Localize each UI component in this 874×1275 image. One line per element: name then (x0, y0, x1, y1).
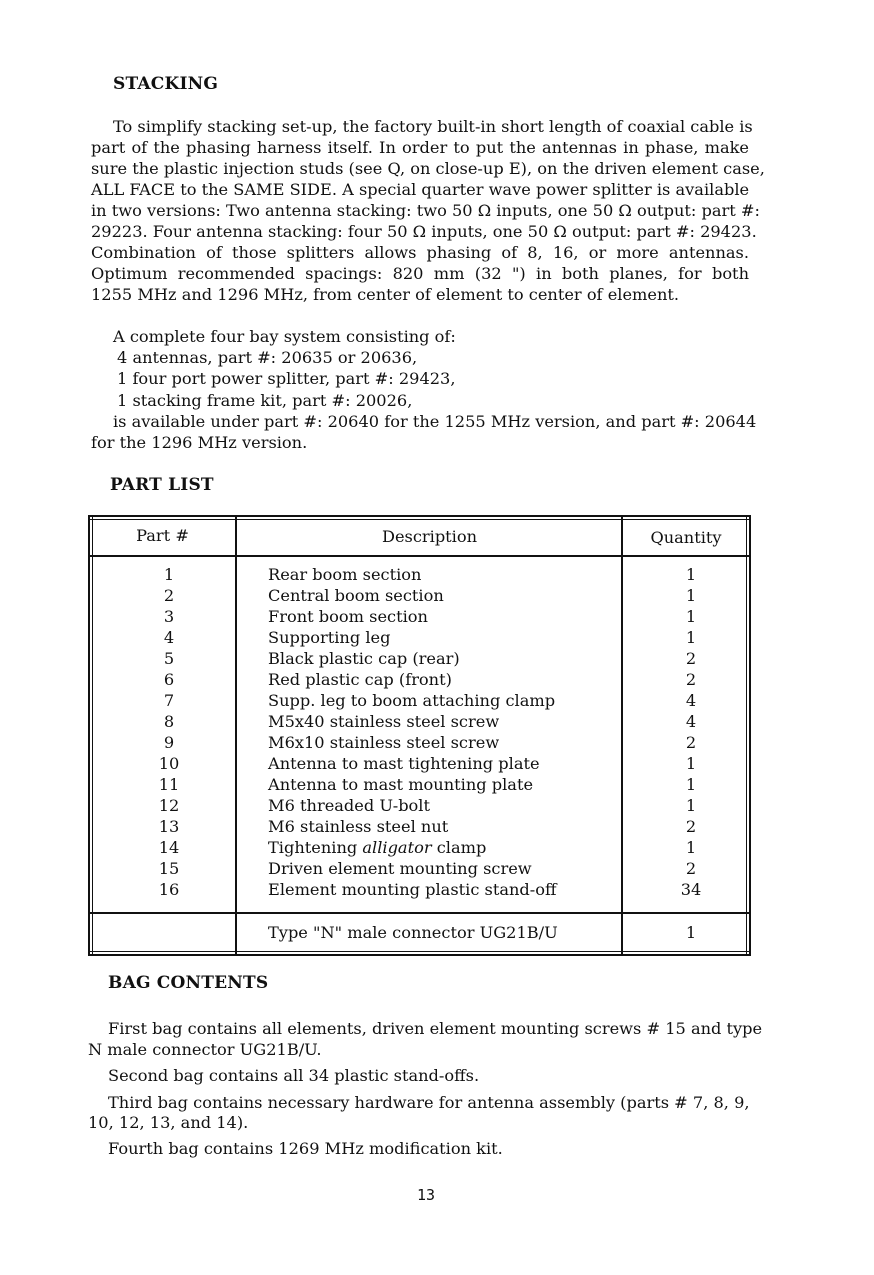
part-description: M6 threaded U-bolt (268, 796, 430, 815)
part-description: Driven element mounting screw (268, 859, 532, 878)
part-description: M5x40 stainless steel screw (268, 712, 500, 731)
part-quantity: 1 (685, 628, 697, 647)
part-description: Black plastic cap (rear) (268, 649, 460, 668)
table-row (88, 859, 751, 880)
header-quantity: Quantity (650, 528, 722, 547)
table-border (88, 515, 751, 517)
part-quantity: 1 (685, 586, 697, 605)
part-description: M6 stainless steel nut (268, 817, 449, 836)
table-row (88, 775, 751, 796)
table-row (88, 817, 751, 838)
table-row (88, 565, 751, 586)
parts-table (88, 515, 751, 956)
table-row (88, 754, 751, 775)
bag-text-line: Second bag contains all 34 plastic stand-offs. (108, 1066, 480, 1085)
part-description: M6x10 stainless steel screw (268, 733, 500, 752)
part-description: Antenna to mast tightening plate (268, 754, 540, 773)
part-quantity: 1 (685, 754, 697, 773)
text-line: 1 four port power splitter, part #: 29423, (117, 369, 456, 388)
table-row (88, 880, 751, 901)
text-line: part of the phasing harness itself. In order to put the antennas in phase, make (91, 138, 749, 157)
part-quantity: 2 (685, 859, 697, 878)
part-quantity: 1 (685, 838, 697, 857)
table-row (88, 649, 751, 670)
header-part: Part # (136, 526, 189, 545)
part-description: Red plastic cap (front) (268, 670, 452, 689)
part-description: Element mounting plastic stand-off (268, 880, 557, 899)
part-number: 15 (158, 859, 180, 878)
table-border (88, 954, 751, 956)
part-number: 5 (163, 649, 175, 668)
table-footer-row (88, 923, 751, 944)
table-row (88, 607, 751, 628)
text-line: sure the plastic injection studs (see Q, on close-up E), on the driven element case, (91, 159, 765, 178)
bag-text-line: N male connector UG21B/U. (88, 1040, 322, 1059)
text-line: ALL FACE to the SAME SIDE. A special quarter wave power splitter is available (91, 180, 750, 199)
part-quantity: 4 (685, 691, 697, 710)
table-row (88, 838, 751, 859)
table-row (88, 628, 751, 649)
table-row (88, 586, 751, 607)
part-number: 4 (163, 628, 175, 647)
page-number: 13 (417, 1186, 436, 1204)
table-border (88, 519, 751, 520)
part-quantity: 2 (685, 670, 697, 689)
part-quantity: 2 (685, 733, 697, 752)
part-number: 13 (158, 817, 180, 836)
text-line: To simplify stacking set-up, the factory built-in short length of coaxial cable is (113, 117, 753, 136)
part-number: 14 (158, 838, 180, 857)
header-rule (88, 555, 751, 557)
bag-text-line: 10, 12, 13, and 14). (88, 1113, 249, 1132)
table-row (88, 796, 751, 817)
part-quantity: 2 (685, 649, 697, 668)
part-quantity: 2 (685, 817, 697, 836)
part-number: 7 (163, 691, 175, 710)
part-number: 1 (163, 565, 175, 584)
footer-rule (88, 912, 751, 914)
part-number: 11 (158, 775, 180, 794)
part-description: Rear boom section (268, 565, 422, 584)
text-line: 4 antennas, part #: 20635 or 20636, (117, 348, 418, 367)
part-number: 12 (158, 796, 180, 815)
part-description: Antenna to mast mounting plate (268, 775, 534, 794)
part-description: Supp. leg to boom attaching clamp (268, 691, 556, 710)
table-border (88, 951, 751, 952)
text-line: 29223. Four antenna stacking: four 50 Ω inputs, one 50 Ω output: part #: 29423. (91, 222, 757, 241)
bag-text-line: Third bag contains necessary hardware for antenna assembly (parts # 7, 8, 9, (108, 1093, 750, 1112)
bag-text-line: Fourth bag contains 1269 MHz modification kit. (108, 1139, 503, 1158)
part-number: 3 (163, 607, 175, 626)
stacking-heading: STACKING (113, 74, 219, 94)
part-description: Tightening alligator clamp (268, 838, 487, 857)
table-row (88, 670, 751, 691)
part-description: Supporting leg (268, 628, 391, 647)
text-line: Optimum recommended spacings: 820 mm (32 ") in both planes, for both (91, 264, 749, 283)
table-row (88, 712, 751, 733)
part-number: 2 (163, 586, 175, 605)
part-quantity: 1 (685, 607, 697, 626)
table-row (88, 733, 751, 754)
text-line: is available under part #: 20640 for the 1255 MHz version, and part #: 20644 (113, 412, 757, 431)
bag-contents-heading: BAG CONTENTS (108, 973, 269, 993)
text-line: for the 1296 MHz version. (91, 433, 308, 452)
part-quantity: 1 (685, 565, 697, 584)
part-number: 8 (163, 712, 175, 731)
connector-quantity: 1 (685, 923, 697, 942)
part-number: 9 (163, 733, 175, 752)
text-line: in two versions: Two antenna stacking: two 50 Ω inputs, one 50 Ω output: part #: (91, 201, 760, 220)
part-number: 16 (158, 880, 180, 899)
header-description: Description (381, 527, 478, 546)
part-quantity: 1 (685, 796, 697, 815)
text-line: Combination of those splitters allows phasing of 8, 16, or more antennas. (91, 243, 749, 262)
part-description: Front boom section (268, 607, 428, 626)
text-line: 1255 MHz and 1296 MHz, from center of element to center of element. (91, 285, 680, 304)
part-list-heading: PART LIST (110, 475, 214, 495)
text-line: A complete four bay system consisting of: (113, 327, 456, 346)
table-row (88, 691, 751, 712)
part-description: Central boom section (268, 586, 444, 605)
part-quantity: 34 (680, 880, 702, 899)
connector-description: Type "N" male connector UG21B/U (268, 923, 558, 942)
part-quantity: 1 (685, 775, 697, 794)
text-line: 1 stacking frame kit, part #: 20026, (117, 391, 413, 410)
part-number: 10 (158, 754, 180, 773)
part-number: 6 (163, 670, 175, 689)
part-quantity: 4 (685, 712, 697, 731)
bag-text-line: First bag contains all elements, driven element mounting screws # 15 and type (108, 1019, 763, 1038)
